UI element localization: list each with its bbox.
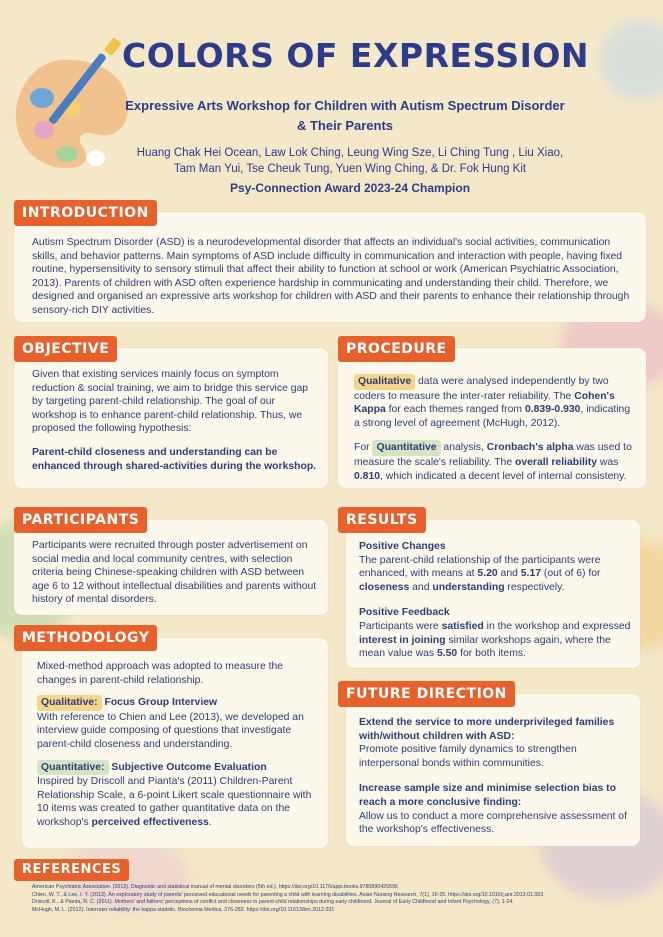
results-feedback: [359, 620, 631, 661]
methodology-heading: METHODOLOGY: [14, 625, 157, 651]
text-run: and: [409, 581, 433, 593]
procedure-quantitative: [354, 440, 636, 483]
subtitle: [105, 96, 585, 136]
text-run: , indicating a strong level of agreement (McHugh, 2012).: [354, 404, 631, 429]
subtitle-line: & Their Parents: [296, 118, 394, 133]
future-direction-heading: FUTURE DIRECTION: [338, 681, 515, 707]
text-run: , which indicated a decent level of internal consisteny.: [380, 470, 627, 482]
text-run: .: [208, 816, 212, 828]
text-run: Cronbach's alpha: [486, 442, 574, 454]
future-point-body: Promote positive family dynamics to strengthen interpersonal bonds within communities.: [359, 744, 577, 769]
text-run: 5.17: [520, 568, 542, 580]
text-run: Cohen's Kappa: [354, 390, 615, 416]
text-run: 5.20: [477, 568, 498, 580]
text-run: was: [597, 456, 619, 468]
objective-heading: OBJECTIVE: [14, 336, 117, 362]
participants-text: [32, 539, 318, 607]
introduction-heading: INTRODUCTION: [14, 200, 157, 226]
results-subheading: Positive Changes: [359, 541, 446, 552]
text-run: was used to measure the scale's reliability. The: [354, 442, 632, 468]
text-run: for each themes ranged from: [385, 404, 525, 416]
objective-text: [32, 368, 318, 473]
procedure-text: [354, 374, 636, 483]
procedure-heading: PROCEDURE: [338, 336, 455, 362]
text-run: similar workshops again, where the mean value was: [359, 634, 611, 660]
text-run: understanding: [432, 581, 505, 593]
objective-body: Given that existing services mainly focus on symptom reduction & social training, we aim to bridge this service gap by targeting parent-child relationship. The goal of our workshop is to enhance parent-child relationship. Thus, we proposed the following hypothesis:: [32, 369, 309, 435]
text-run: Inspired by Driscoll and Pianta's (2011) Children-Parent Relationship Scale, a 6-point Likert scale questionnaire with 10 items was created to gather quantitative data on the workshop's: [37, 776, 312, 828]
results-heading: RESULTS: [338, 507, 426, 533]
text-run: interest in joining: [359, 634, 446, 646]
methodology-text: [37, 660, 319, 830]
quantitative-title: Subjective Outcome Evaluation: [111, 761, 267, 773]
qualitative-tag: Qualitative: [354, 374, 415, 390]
text-run: 0.839-0.930: [524, 404, 581, 416]
methodology-quan-title-row: [37, 760, 319, 776]
page-title: COLORS OF EXPRESSION: [122, 36, 590, 75]
text-run: The parent-child relationship of the participants were enhanced, with means at: [359, 554, 601, 580]
quantitative-tag: Quantitative: [372, 440, 440, 456]
text-run: 0.810: [354, 470, 381, 482]
qualitative-title: Focus Group Interview: [104, 697, 218, 709]
reference-item: McHugh, M. L. (2012). Interrater reliability: the kappa statistic. Biochemia Medica, 276-282. https://doi.org/10.11613/bm.2012.031: [32, 906, 335, 913]
introduction-body: Autism Spectrum Disorder (ASD) is a neurodevelopmental disorder that affects an individual's social activities, communication skills, and behavior patterns. Main symptoms of ASD include difficulty in communication and interaction with people, having fixed routine, hypersensitivity to sensory stimuli that affect their ability to function at school or work (American Psychiatric Association, 2013). Parents of children with ASD often experience hardship in communicating and understanding their child. Therefore, we designed and organised an expressive arts workshop for children with ASD and their parents to enhance their relationship through sensory-rich DIY activities.: [32, 237, 630, 316]
methodology-quan-body: [37, 775, 319, 829]
text-run: satisfied: [441, 620, 484, 632]
text-run: and: [497, 568, 521, 580]
procedure-qualitative: [354, 374, 636, 430]
award: Psy-Connection Award 2023-24 Champion: [229, 181, 471, 195]
text-run: data were analysed independently by two coders to measure the inter-rater reliability. The: [354, 376, 609, 402]
results-changes: [359, 554, 631, 595]
text-run: overall reliability: [515, 456, 598, 468]
text-run: Participants were: [359, 620, 442, 632]
authors-line: Tam Man Yui, Tse Cheuk Tung, Yuen Wing Ching, & Dr. Fok Hung Kit: [173, 163, 527, 175]
participants-body: Participants were recruited through poster advertisement on social media and local community centres, with selection criteria being Chinese-speaking children with ASD between age 6 to 12 without intellectual disabilities and parents without history of mental disorders.: [32, 540, 317, 606]
authors-line: Huang Chak Hei Ocean, Law Lok Ching, Leung Wing Sze, Li Ching Tung , Liu Xiao,: [136, 147, 564, 159]
results-subheading: Positive Feedback: [359, 607, 450, 619]
methodology-qual-title-row: [37, 695, 319, 711]
qualitative-tag: Qualitative:: [37, 695, 102, 711]
introduction-text: [32, 236, 630, 318]
future-direction-text: [359, 716, 633, 837]
reference-item: Driscoll, K., & Pianta, R. C. (2011). Mothers' and fathers' perceptions of conflict and closeness in parent-child relationships during early childhood. Journal of Early Childhood and Infant Psychology, (7), 1-24.: [32, 899, 514, 905]
text-run: 5.50: [436, 648, 458, 660]
hypothesis: Parent-child closeness and understanding can be enhanced through shared-activities during the workshop.: [32, 446, 317, 472]
text-run: For: [354, 442, 373, 454]
participants-heading: PARTICIPANTS: [14, 507, 147, 533]
text-run: in the workshop and expressed: [483, 620, 631, 632]
references-list: [32, 884, 642, 914]
text-run: (out of 6) for: [541, 568, 601, 580]
future-point-title: Extend the service to more underprivileged families with/without children with ASD:: [359, 717, 615, 742]
text-run: perceived effectiveness: [91, 816, 209, 828]
reference-item: Chien, W. T., & Lee, I. Y. (2013). An exploratory study of parents' perceived educational needs for parenting a child with learning disabilities. Asian Nursing Research, 7(1), 16-25. https://doi.org/10.1016/j.anr.2013.01.003: [32, 891, 544, 898]
quantitative-tag: Quantitative:: [37, 760, 109, 776]
references-heading: REFERENCES: [14, 859, 129, 881]
results-text: [359, 540, 631, 661]
future-point-title: Increase sample size and minimise selection bias to reach a more conclusive finding:: [359, 783, 616, 808]
subtitle-line: Expressive Arts Workshop for Children with Autism Spectrum Disorder: [125, 98, 565, 113]
methodology-intro: Mixed-method approach was adopted to measure the changes in parent-child relationship.: [37, 661, 284, 686]
text-run: analysis,: [440, 442, 487, 454]
methodology-qual-body: With reference to Chien and Lee (2013), we developed an interview guide composing of questions that investigate parent-child closeness and understanding.: [37, 711, 304, 750]
future-point-body: Allow us to conduct a more comprehensive assessment of the workshop's effectiveness.: [359, 810, 627, 836]
reference-item: American Psychiatric Association. (2013). Diagnostic and statistical manual of mental disorders (5th ed.). https://doi.org/10.1176/appi.books.9780890425596: [32, 884, 398, 890]
text-run: respectively.: [504, 581, 565, 593]
text-run: closeness: [359, 581, 410, 593]
authors: [120, 145, 580, 177]
text-run: for both items.: [457, 648, 526, 660]
